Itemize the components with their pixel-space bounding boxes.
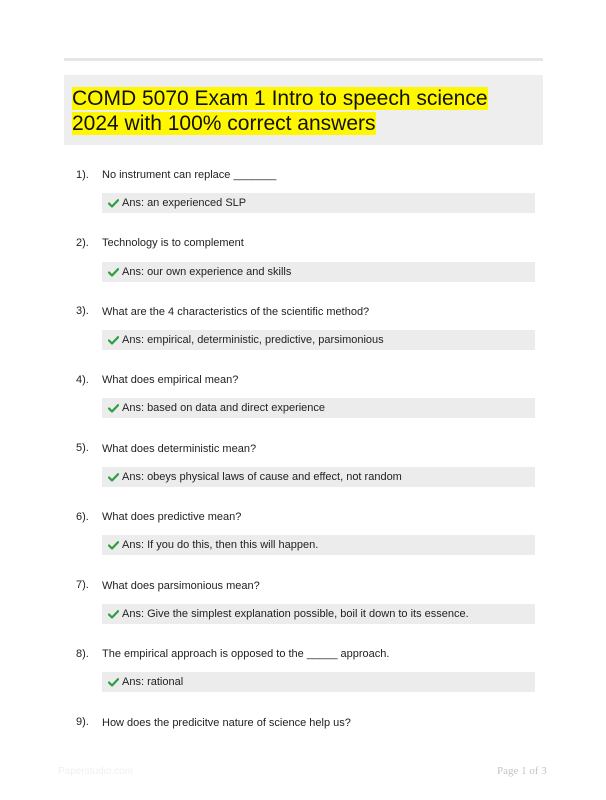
question-number: 4).: [76, 374, 89, 386]
answer-box: [102, 604, 535, 624]
answer-box: [102, 535, 535, 555]
answer-text: Ans: If you do this, then this will happen.: [122, 539, 319, 551]
answer-text: Ans: obeys physical laws of cause and effect, not random: [122, 471, 402, 483]
question-text: What does empirical mean?: [102, 374, 239, 386]
document-title: COMD 5070 Exam 1 Intro to speech science 2024 with 100% correct answers: [72, 87, 488, 135]
question-text: What does predictive mean?: [102, 511, 242, 523]
check-icon: [105, 672, 121, 692]
question-text: What does parsimonious mean?: [102, 580, 260, 592]
answer-box: [102, 262, 535, 282]
answer-box: [102, 193, 535, 213]
question-number: 9).: [76, 716, 89, 728]
question-number: 7).: [76, 579, 89, 591]
answer-text: Ans: Give the simplest explanation possible, boil it down to its essence.: [122, 608, 469, 620]
question-number: 2).: [76, 237, 89, 249]
question-number: 1).: [76, 169, 89, 181]
question-number: 8).: [76, 648, 89, 660]
question-text: How does the predicitve nature of science help us?: [102, 717, 351, 729]
answer-box: [102, 467, 535, 487]
answer-box: [102, 398, 535, 418]
answer-text: Ans: empirical, deterministic, predictive, parsimonious: [122, 334, 384, 346]
check-icon: [105, 262, 121, 282]
question-number: 5).: [76, 442, 89, 454]
question-text: The empirical approach is opposed to the _____ approach.: [102, 648, 390, 660]
question-text: Technology is to complement: [102, 237, 244, 249]
check-icon: [105, 535, 121, 555]
answer-text: Ans: our own experience and skills: [122, 266, 292, 278]
answer-text: Ans: rational: [122, 676, 184, 688]
watermark-text: Paperstudio.com: [58, 766, 134, 777]
question-text: No instrument can replace _______: [102, 169, 277, 181]
check-icon: [105, 398, 121, 418]
question-text: What does deterministic mean?: [102, 443, 257, 455]
answer-text: Ans: based on data and direct experience: [122, 402, 326, 414]
check-icon: [105, 467, 121, 487]
check-icon: [105, 193, 121, 213]
question-number: 6).: [76, 511, 89, 523]
question-text: What are the 4 characteristics of the scientific method?: [102, 306, 370, 318]
page-indicator: Page 1 of 3: [497, 765, 547, 777]
answer-text: Ans: an experienced SLP: [122, 197, 247, 209]
check-icon: [105, 604, 121, 624]
answer-box: [102, 672, 535, 692]
question-number: 3).: [76, 305, 89, 317]
check-icon: [105, 330, 121, 350]
answer-box: [102, 330, 535, 350]
